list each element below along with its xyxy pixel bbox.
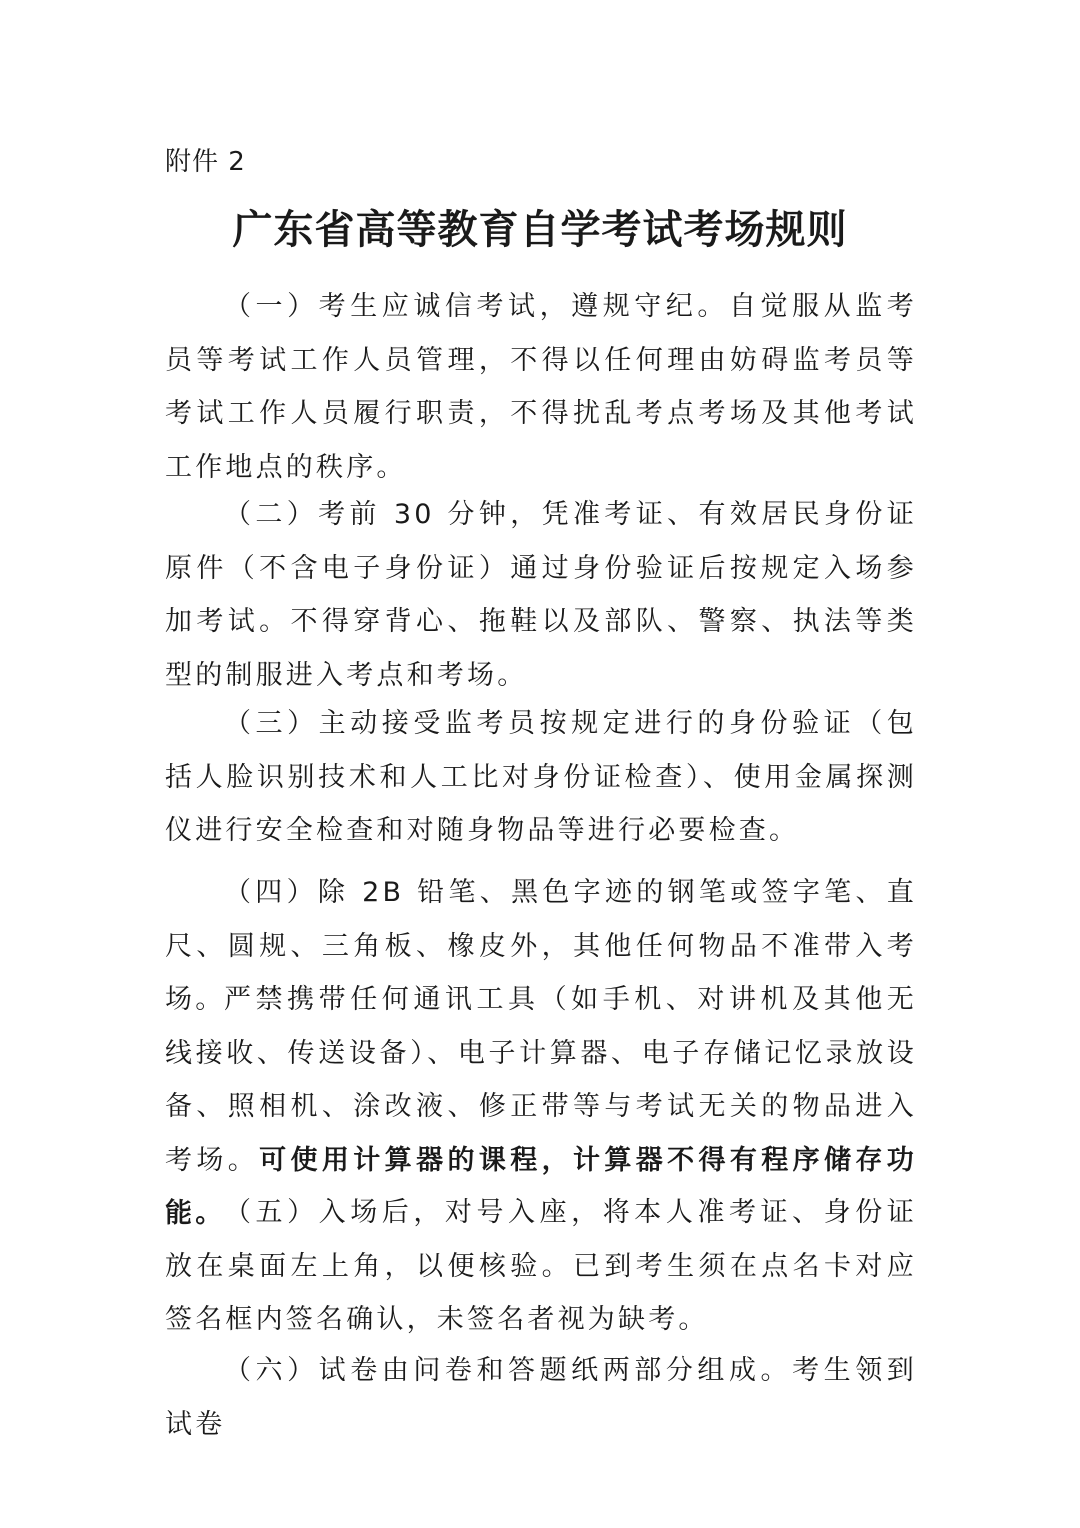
prohibited-items-text: 严禁携带任何通讯工具（如手机、对讲机及其他无线接收、传送设备）、电子计算器、电子存储记忆录放设备、照相机、涂改液、修正带等与考试无关的物品进入考场。 xyxy=(165,984,917,1176)
attachment-label: 附件 2 xyxy=(165,147,246,177)
rule-paragraph-3: （三）主动接受监考员按规定进行的身份验证（包括人脸识别技术和人工比对身份证检查）、使用金属探测仪进行安全检查和对随身物品等进行必要检查。 xyxy=(165,708,917,846)
rule-paragraph-5: （五）入场后，对号入座，将本人准考证、身份证放在桌面左上角，以便核验。已到考生须在点名卡对应签名框内签名确认，未签名者视为缺考。 xyxy=(165,1197,917,1335)
rule-paragraph-4: （四）除 2B 铅笔、黑色字迹的钢笔或签字笔、直尺、圆规、三角板、橡皮外，其他任何物品不准带入考场。 xyxy=(165,877,917,1015)
rule-paragraph-2: （二）考前 30 分钟，凭准考证、有效居民身份证原件（不含电子身份证）通过身份验证后按规定入场参加考试。不得穿背心、拖鞋以及部队、警察、执法等类型的制服进入考点和考场。 xyxy=(165,499,917,691)
rule-paragraph-6: （六）试卷由问卷和答题纸两部分组成。考生领到试卷 xyxy=(165,1355,917,1440)
calculator-rule-bold: 可使用计算器的课程，计算器不得有程序储存功能。 xyxy=(165,1144,917,1229)
document-title: 广东省高等教育自学考试考场规则 xyxy=(232,206,848,253)
rule-paragraph-1: （一）考生应诚信考试，遵规守纪。自觉服从监考员等考试工作人员管理，不得以任何理由妨碍监考员等考试工作人员履行职责，不得扰乱考点考场及其他考试工作地点的秩序。 xyxy=(165,291,917,483)
